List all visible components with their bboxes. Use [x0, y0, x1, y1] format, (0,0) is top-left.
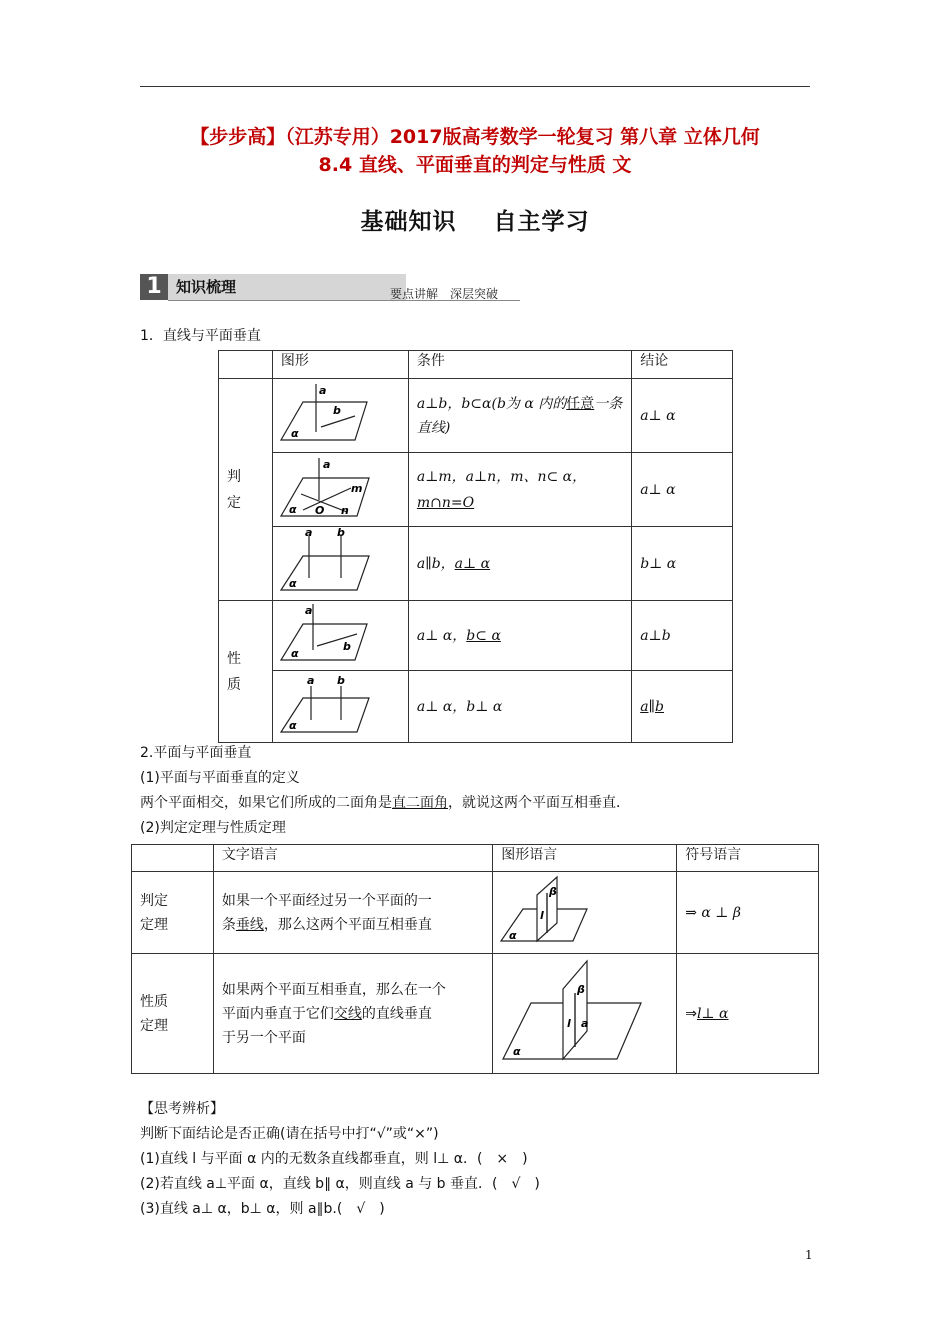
svg-text:α: α: [288, 502, 297, 516]
svg-text:α: α: [509, 928, 517, 942]
t2-header-figure: 图形语言: [493, 845, 677, 872]
t2-fig-prop: [493, 954, 677, 1074]
t1-concl-3: b⊥ α: [632, 527, 733, 601]
t2-text-judge: 如果一个平面经过另一个平面的一 条垂线，那么这两个平面互相垂直: [213, 872, 492, 954]
t1-fig3: [272, 527, 408, 601]
svg-text:α: α: [513, 1044, 521, 1058]
knowledge-banner: [140, 274, 520, 302]
svg-text:l: l: [540, 908, 545, 922]
svg-text:α: α: [288, 718, 297, 732]
t1-cond-2: a⊥m，a⊥n，m、n⊂ α，m∩n=O: [408, 453, 631, 527]
t1-header-condition: 条件: [408, 351, 631, 379]
fig-two-lines-perp-plane: [273, 672, 407, 742]
fig-plane-perp-property: [493, 955, 675, 1073]
banner-underline: [168, 300, 520, 301]
t1-group-judge: 判 定: [219, 379, 273, 601]
part2-1-heading: (1)平面与平面垂直的定义: [140, 770, 300, 786]
part2-heading: 2.平面与平面垂直: [140, 745, 252, 761]
fig-line-perp-two-lines: [273, 454, 407, 526]
banner-number: 1: [140, 274, 168, 300]
svg-text:β: β: [549, 884, 558, 898]
svg-text:α: α: [290, 646, 299, 660]
t1-fig4: [272, 601, 408, 671]
fig-line-perp-line-in-plane: [273, 602, 407, 670]
banner-sub: 要点讲解 深层突破: [390, 287, 499, 301]
section-title-a: 基础知识: [360, 209, 457, 235]
svg-text:O: O: [314, 503, 325, 517]
svg-text:b: b: [336, 527, 345, 539]
table-line-plane: [218, 350, 733, 743]
banner-label: 知识梳理: [168, 274, 406, 300]
think-item-3: (3)直线 a⊥ α，b⊥ α，则 a∥b.( √ ): [140, 1201, 385, 1217]
doc-title-line1: 【步步高】（江苏专用）2017版高考数学一轮复习 第八章 立体几何: [190, 126, 760, 148]
section-title: [0, 203, 950, 236]
t1-fig5: [272, 671, 408, 743]
svg-text:a: a: [304, 603, 313, 617]
think-heading: 【思考辨析】: [140, 1101, 224, 1117]
svg-text:α: α: [288, 576, 297, 590]
t2-header-text: 文字语言: [213, 845, 492, 872]
t1-cond-5: a⊥ α，b⊥ α: [408, 671, 631, 743]
think-intro: 判断下面结论是否正确(请在括号中打“√”或“×”): [140, 1126, 439, 1142]
t2-name-prop: 性质 定理: [132, 954, 214, 1074]
part2-2-heading: (2)判定定理与性质定理: [140, 820, 286, 836]
svg-text:β: β: [577, 982, 586, 996]
t2-name-judge: 判定 定理: [132, 872, 214, 954]
svg-text:n: n: [340, 503, 349, 517]
t1-group-prop: 性 质: [219, 601, 273, 743]
t1-cond-1: a⊥b，b⊂α(b为 α 内的任意一条直线): [408, 379, 631, 453]
lbl-a: a: [318, 383, 327, 397]
top-rule: [140, 86, 810, 87]
svg-text:b: b: [342, 639, 351, 653]
t1-concl-2: a⊥ α: [632, 453, 733, 527]
t1-concl-1: a⊥ α: [632, 379, 733, 453]
t1-header-conclusion: 结论: [632, 351, 733, 379]
part2-definition: 两个平面相交，如果它们所成的二面角是直二面角，就说这两个平面互相垂直．: [140, 795, 630, 811]
svg-text:b: b: [336, 673, 345, 687]
section-title-b: 自主学习: [493, 209, 590, 235]
t1-fig1: [272, 379, 408, 453]
svg-text:a: a: [322, 457, 331, 471]
t1-cond-3: a∥b，a⊥ α: [408, 527, 631, 601]
t1-cond-4: a⊥ α，b⊂ α: [408, 601, 631, 671]
t1-fig2: [272, 453, 408, 527]
svg-text:a: a: [304, 527, 313, 539]
doc-title-line2: 8.4 直线、平面垂直的判定与性质 文: [318, 154, 632, 176]
lbl-b: b: [332, 403, 341, 417]
fig-line-perp-plane-1: [273, 380, 407, 452]
t2-symbol-judge: ⇒ α ⊥ β: [677, 872, 819, 954]
think-item-1: (1)直线 l 与平面 α 内的无数条直线都垂直，则 l⊥ α．( × ): [140, 1151, 528, 1167]
svg-text:m: m: [350, 481, 363, 495]
page-number: 1: [805, 1248, 813, 1262]
lbl-alpha: α: [290, 426, 299, 440]
t1-corner: [219, 351, 273, 379]
fig-plane-perp-judge: [493, 873, 675, 953]
think-item-2: (2)若直线 a⊥平面 α，直线 b∥ α，则直线 a 与 b 垂直．( √ ): [140, 1176, 540, 1192]
svg-text:a: a: [306, 673, 315, 687]
t2-text-prop: 如果两个平面互相垂直，那么在一个 平面内垂直于它们交线的直线垂直 于另一个平面: [213, 954, 492, 1074]
svg-text:l: l: [567, 1016, 572, 1030]
fig-parallel-lines-plane: [273, 528, 407, 600]
t2-corner: [132, 845, 214, 872]
svg-text:a: a: [581, 1016, 589, 1030]
t2-fig-judge: [493, 872, 677, 954]
t2-header-symbol: 符号语言: [677, 845, 819, 872]
t1-concl-4: a⊥b: [632, 601, 733, 671]
t2-symbol-prop: ⇒l⊥ α: [677, 954, 819, 1074]
part1-heading: 1．直线与平面垂直: [140, 328, 261, 344]
t1-concl-5: a∥b: [632, 671, 733, 743]
t1-header-figure: 图形: [272, 351, 408, 379]
table-plane-plane: [131, 844, 819, 1074]
